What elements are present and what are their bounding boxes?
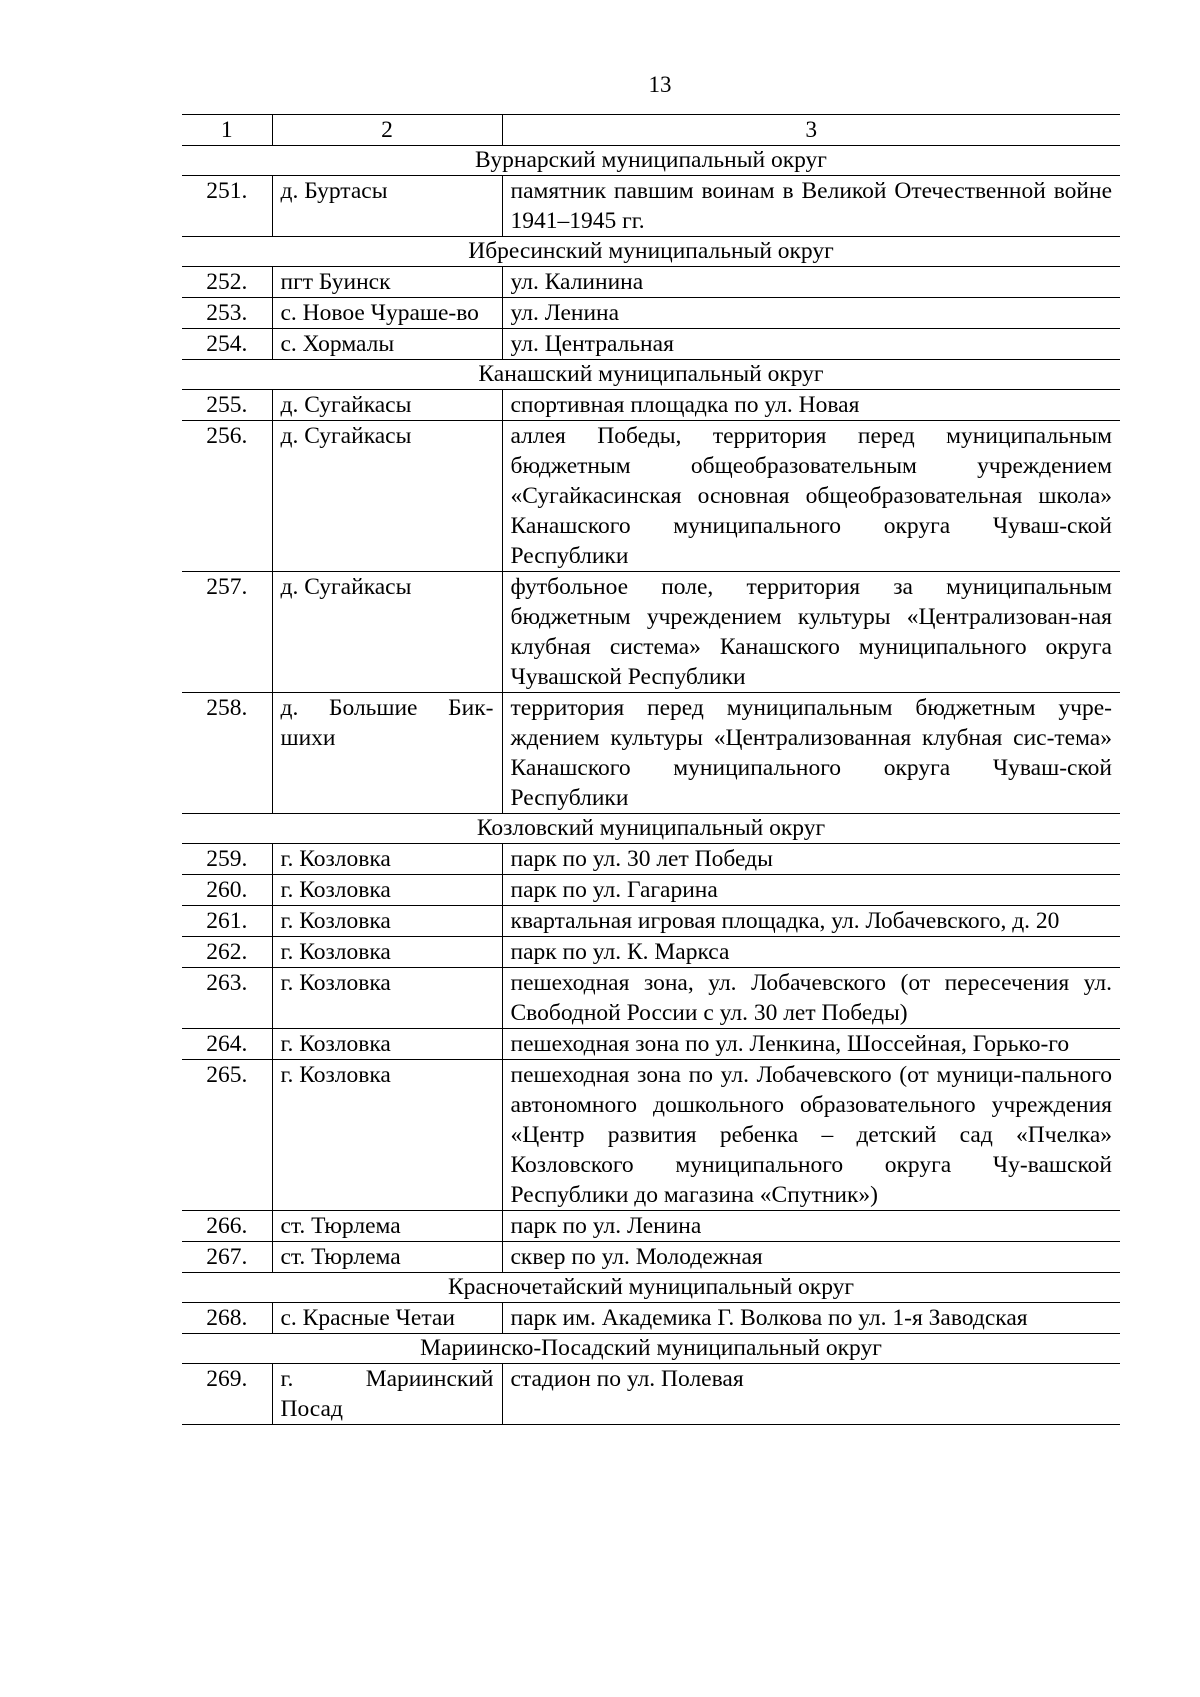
row-description: квартальная игровая площадка, ул. Лобачевского, д. 20 [502, 906, 1120, 937]
row-number: 261. [182, 906, 272, 937]
table-row [182, 390, 1120, 421]
row-place: г. Козловка [272, 968, 502, 1029]
row-number: 264. [182, 1029, 272, 1060]
row-place: д. Большие Бик-шихи [272, 693, 502, 814]
row-number: 260. [182, 875, 272, 906]
table-header [182, 115, 1120, 146]
row-number: 266. [182, 1211, 272, 1242]
row-number: 252. [182, 267, 272, 298]
table-row [182, 1242, 1120, 1273]
row-place: г. Козловка [272, 1060, 502, 1211]
district-heading: Красночетайский муниципальный округ [182, 1273, 1120, 1303]
row-description: футбольное поле, территория за муниципальным бюджетным учреждением культуры «Централизован-ная клубная система» Канашского муниципального округа Чувашской Республики [502, 572, 1120, 693]
table-row [182, 421, 1120, 572]
table-row [182, 267, 1120, 298]
table-row [182, 1211, 1120, 1242]
district-heading: Вурнарский муниципальный округ [182, 146, 1120, 176]
table-row [182, 875, 1120, 906]
row-description: территория перед муниципальным бюджетным учре-ждением культуры «Централизованная клубная сис-тема» Канашского муниципального округа Чуваш-ской Республики [502, 693, 1120, 814]
row-description: аллея Победы, территория перед муниципальным бюджетным общеобразовательным учреждением «Сугайкасинская основная общеобразовательная школа» Канашского муниципального округа Чуваш-ской Республики [502, 421, 1120, 572]
table-row [182, 1364, 1120, 1425]
row-description: ул. Ленина [502, 298, 1120, 329]
row-place: пгт Буинск [272, 267, 502, 298]
row-description: парк по ул. Ленина [502, 1211, 1120, 1242]
row-place: г. Козловка [272, 875, 502, 906]
row-description: памятник павшим воинам в Великой Отечественной войне 1941–1945 гг. [502, 176, 1120, 237]
row-place: с. Новое Чураше-во [272, 298, 502, 329]
row-place: г. Козловка [272, 1029, 502, 1060]
row-place: д. Сугайкасы [272, 572, 502, 693]
row-place: ст. Тюрлема [272, 1211, 502, 1242]
row-number: 268. [182, 1303, 272, 1334]
row-place: д. Сугайкасы [272, 390, 502, 421]
column-header-3: 3 [502, 115, 1120, 146]
row-number: 253. [182, 298, 272, 329]
table-row [182, 968, 1120, 1029]
row-number: 269. [182, 1364, 272, 1425]
district-heading: Мариинско-Посадский муниципальный округ [182, 1334, 1120, 1364]
district-heading: Ибресинский муниципальный округ [182, 237, 1120, 267]
table-row [182, 176, 1120, 237]
row-description: парк по ул. К. Маркса [502, 937, 1120, 968]
row-number: 267. [182, 1242, 272, 1273]
table-row [182, 572, 1120, 693]
table-row [182, 1060, 1120, 1211]
objects-table [182, 114, 1120, 1425]
row-number: 265. [182, 1060, 272, 1211]
row-number: 263. [182, 968, 272, 1029]
column-header-1: 1 [182, 115, 272, 146]
row-number: 257. [182, 572, 272, 693]
row-description: пешеходная зона, ул. Лобачевского (от пересечения ул. Свободной России с ул. 30 лет Победы) [502, 968, 1120, 1029]
row-place: д. Буртасы [272, 176, 502, 237]
table-row [182, 329, 1120, 360]
district-heading: Канашский муниципальный округ [182, 360, 1120, 390]
table-row [182, 1303, 1120, 1334]
table-row [182, 1029, 1120, 1060]
row-description: спортивная площадка по ул. Новая [502, 390, 1120, 421]
row-number: 259. [182, 844, 272, 875]
district-heading: Козловский муниципальный округ [182, 814, 1120, 844]
district-row [182, 146, 1120, 176]
row-description: парк им. Академика Г. Волкова по ул. 1-я Заводская [502, 1303, 1120, 1334]
row-description: ул. Центральная [502, 329, 1120, 360]
row-number: 255. [182, 390, 272, 421]
row-number: 256. [182, 421, 272, 572]
page-number: 13 [648, 72, 672, 97]
district-row [182, 814, 1120, 844]
table-row [182, 298, 1120, 329]
row-place: г. Мариинский Посад [272, 1364, 502, 1425]
row-place: с. Красные Четаи [272, 1303, 502, 1334]
row-place: с. Хормалы [272, 329, 502, 360]
district-row [182, 1334, 1120, 1364]
row-place: г. Козловка [272, 906, 502, 937]
row-description: сквер по ул. Молодежная [502, 1242, 1120, 1273]
row-place: г. Козловка [272, 937, 502, 968]
table-row [182, 844, 1120, 875]
district-row [182, 1273, 1120, 1303]
row-place: д. Сугайкасы [272, 421, 502, 572]
row-description: парк по ул. Гагарина [502, 875, 1120, 906]
table-row [182, 937, 1120, 968]
row-place: ст. Тюрлема [272, 1242, 502, 1273]
row-number: 262. [182, 937, 272, 968]
table-row [182, 906, 1120, 937]
row-description: парк по ул. 30 лет Победы [502, 844, 1120, 875]
row-place: г. Козловка [272, 844, 502, 875]
row-description: ул. Калинина [502, 267, 1120, 298]
row-description: пешеходная зона по ул. Лобачевского (от муници-пального автономного дошкольного образовательного учреждения «Центр развития ребенка – детский сад «Пчелка» Козловского муниципального округа Чу-вашской Республики до магазина «Спутник») [502, 1060, 1120, 1211]
column-header-2: 2 [272, 115, 502, 146]
row-number: 254. [182, 329, 272, 360]
table-row [182, 693, 1120, 814]
district-row [182, 360, 1120, 390]
row-number: 251. [182, 176, 272, 237]
district-row [182, 237, 1120, 267]
row-description: стадион по ул. Полевая [502, 1364, 1120, 1425]
row-description: пешеходная зона по ул. Ленкина, Шоссейная, Горько-го [502, 1029, 1120, 1060]
table-body [182, 146, 1120, 1425]
row-number: 258. [182, 693, 272, 814]
